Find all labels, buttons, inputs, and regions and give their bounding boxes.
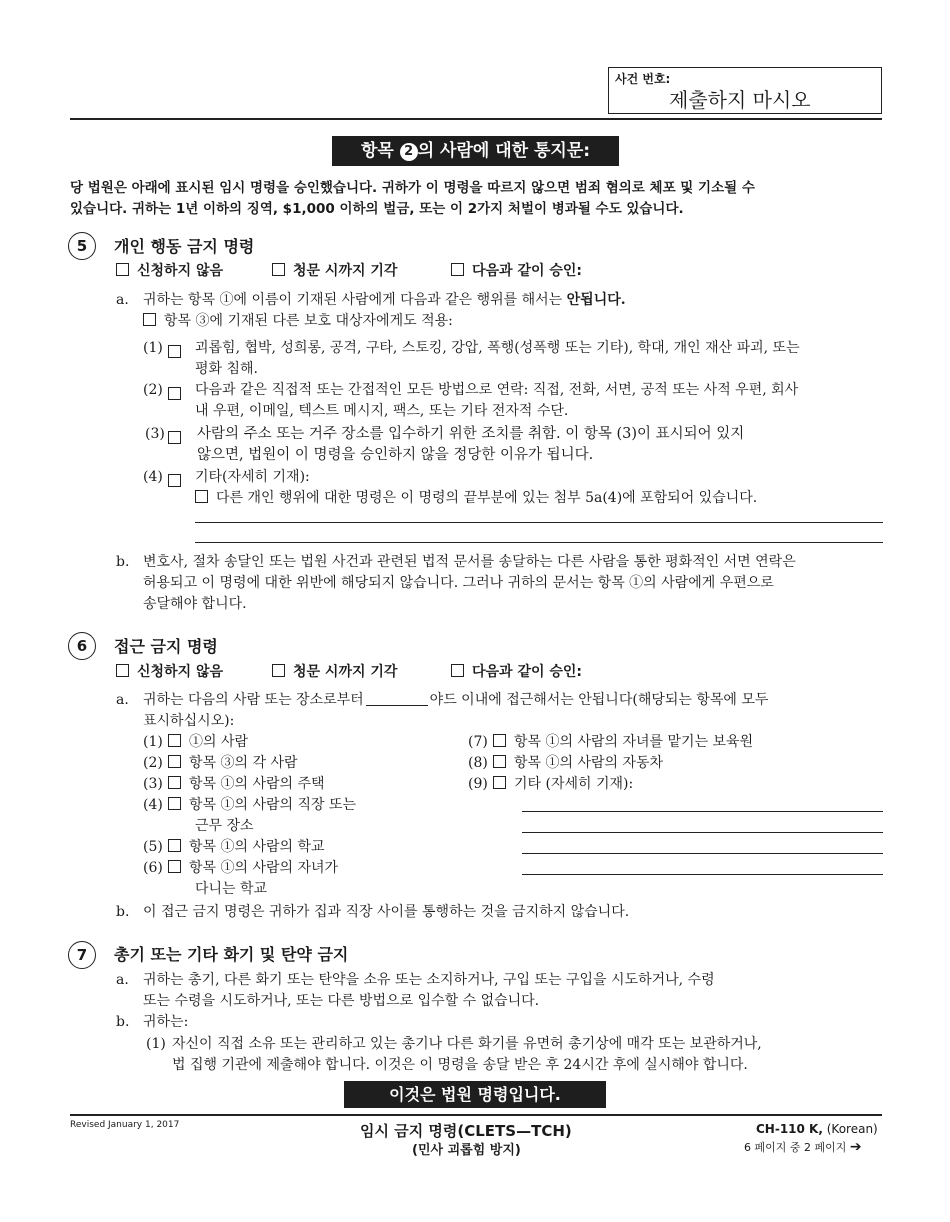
section-6b-letter: b. xyxy=(116,904,130,920)
checkbox[interactable] xyxy=(272,664,285,677)
item-6a5[interactable]: (5) 항목 ①의 사람의 학교 xyxy=(143,839,325,855)
checkbox[interactable] xyxy=(195,490,208,503)
title-item-number: 2 xyxy=(400,143,418,161)
item-5a2-line-1: 다음과 같은 직접적 또는 간접적인 모든 방법으로 연락: 직접, 전화, 서면, 공적 또는 사적 우편, 회사 xyxy=(195,382,799,398)
item-6a4-line-2: 근무 장소 xyxy=(195,818,254,834)
court-order-banner: 이것은 법원 명령입니다. xyxy=(344,1081,606,1108)
page-number: 6 페이지 중 2 페이지 ➔ xyxy=(744,1139,862,1155)
checkbox[interactable] xyxy=(116,664,129,677)
checkbox[interactable] xyxy=(168,839,181,852)
item-6a3[interactable]: (3) 항목 ①의 사람의 주택 xyxy=(143,776,325,792)
checkbox[interactable] xyxy=(143,313,156,326)
checkbox[interactable] xyxy=(493,776,506,789)
item-5a2-number: (2) xyxy=(143,382,163,398)
section-7b-text: 귀하는: xyxy=(143,1014,189,1030)
section-7-number: 7 xyxy=(68,941,96,969)
checkbox[interactable] xyxy=(168,755,181,768)
section-5b-line-3: 송달해야 합니다. xyxy=(143,596,247,612)
item-5a4-blank-line[interactable] xyxy=(195,522,883,523)
section-5a-letter: a. xyxy=(116,292,129,308)
case-number-box xyxy=(608,67,882,114)
section-6-title: 접근 금지 명령 xyxy=(114,637,218,656)
title-banner xyxy=(332,136,619,166)
item-5a1-line-2: 평화 침해. xyxy=(195,361,258,377)
section-6a-line-1: 귀하는 다음의 사람 또는 장소로부터 야드 이내에 접근해서는 안됩니다(해당되는 항목에 모두 xyxy=(143,692,769,708)
checkbox[interactable] xyxy=(168,776,181,789)
item-6a6-line-2: 다니는 학교 xyxy=(195,881,268,897)
yards-blank[interactable] xyxy=(366,691,428,706)
section-7a-line-1: 귀하는 총기, 다른 화기 또는 탄약을 소유 또는 소지하거나, 구입 또는 구입을 시도하거나, 수령 xyxy=(143,972,715,988)
case-number-label: 사건 번호: xyxy=(615,72,671,86)
section-7b-letter: b. xyxy=(116,1014,130,1030)
checkbox[interactable] xyxy=(451,664,464,677)
section-5-divider xyxy=(195,542,883,543)
item-5a3-line-1: 사람의 주소 또는 거주 장소를 입수하기 위한 조치를 취함. 이 항목 (3)이 표시되어 있지 xyxy=(197,426,745,442)
item-6a9-blank-line-3[interactable] xyxy=(522,853,883,854)
item-5a3-line-2: 않으면, 법원이 이 명령을 승인하지 않을 정당한 이유가 됩니다. xyxy=(197,447,594,463)
section-5b-line-1: 변호사, 절차 송달인 또는 법원 사건과 관련된 법적 문서를 송달하는 다른 사람을 통한 평화적인 서면 연락은 xyxy=(143,554,796,570)
section-6a-letter: a. xyxy=(116,692,129,708)
item-6a6[interactable]: (6) 항목 ①의 사람의 자녀가 xyxy=(143,860,339,876)
item-5a1-line-1: 괴롭힘, 협박, 성희롱, 공격, 구타, 스토킹, 강압, 폭행(성폭행 또는 기타), 학대, 개인 재산 파괴, 또는 xyxy=(195,340,800,356)
section-6-option-granted[interactable]: 다음과 같이 승인: xyxy=(451,662,582,683)
item-5a1-number: (1) xyxy=(143,340,163,356)
section-5-option-granted[interactable]: 다음과 같이 승인: xyxy=(451,261,582,282)
item-7b1-number: (1) xyxy=(146,1036,166,1052)
item-5a3-number: (3) xyxy=(145,426,165,442)
footer-title: 임시 금지 명령(CLETS—TCH) xyxy=(360,1122,572,1140)
section-5a-text: 귀하는 항목 ①에 이름이 기재된 사람에게 다음과 같은 행위를 해서는 안됩니다. xyxy=(143,292,626,308)
title-prefix: 항목 xyxy=(360,141,400,161)
footer-rule xyxy=(70,1114,882,1116)
checkbox[interactable] xyxy=(493,755,506,768)
checkbox[interactable] xyxy=(168,342,189,361)
checkbox[interactable] xyxy=(493,734,506,747)
next-page-arrow-icon: ➔ xyxy=(849,1139,862,1155)
section-6-option-not-requested[interactable]: 신청하지 않음 xyxy=(116,662,223,683)
checkbox[interactable] xyxy=(272,263,285,276)
header-rule xyxy=(70,118,882,120)
section-6b-text: 이 접근 금지 명령은 귀하가 집과 직장 사이를 통행하는 것을 금지하지 않습니다. xyxy=(143,904,630,920)
form-id: CH-110 K, (Korean) xyxy=(756,1122,878,1136)
section-7-title: 총기 또는 기타 화기 및 탄약 금지 xyxy=(114,945,349,964)
item-5a4-attachment[interactable]: 다른 개인 행위에 대한 명령은 이 명령의 끝부분에 있는 첨부 5a(4)에 포함되어 있습니다. xyxy=(195,488,757,509)
checkbox[interactable] xyxy=(168,428,189,447)
item-6a1[interactable]: (1) ①의 사람 xyxy=(143,734,249,750)
case-number-value: 제출하지 마시오 xyxy=(669,88,811,112)
item-6a9-blank-line-1[interactable] xyxy=(522,811,883,812)
footer-subtitle: (민사 괴롭힘 방지) xyxy=(412,1143,521,1158)
item-7b1-line-2: 법 집행 기관에 제출해야 합니다. 이것은 이 명령을 송달 받은 후 24시간 후에 실시해야 합니다. xyxy=(172,1057,748,1073)
item-6a7[interactable]: (7) 항목 ①의 사람의 자녀를 맡기는 보육원 xyxy=(468,734,754,750)
section-5-option-denied[interactable]: 청문 시까지 기각 xyxy=(272,261,397,282)
section-6-option-denied[interactable]: 청문 시까지 기각 xyxy=(272,662,397,683)
checkbox[interactable] xyxy=(451,263,464,276)
checkbox[interactable] xyxy=(116,263,129,276)
checkbox[interactable] xyxy=(168,384,189,403)
intro-line-1: 당 법원은 아래에 표시된 임시 명령을 승인했습니다. 귀하가 이 명령을 따르지 않으면 범죄 혐의로 체포 및 기소될 수 xyxy=(70,180,755,196)
checkbox[interactable] xyxy=(168,734,181,747)
section-5-option-not-requested[interactable]: 신청하지 않음 xyxy=(116,261,223,282)
section-6-number: 6 xyxy=(68,632,96,660)
item-5a4-line-1: 기타(자세히 기재): xyxy=(195,469,310,485)
intro-line-2: 있습니다. 귀하는 1년 이하의 징역, $1,000 이하의 벌금, 또는 이 2가지 처벌이 병과될 수도 있습니다. xyxy=(70,201,684,217)
section-5b-line-2: 허용되고 이 명령에 대한 위반에 해당되지 않습니다. 그러나 귀하의 문서는 항목 ①의 사람에게 우편으로 xyxy=(143,575,774,591)
item-6a9-blank-line-2[interactable] xyxy=(522,832,883,833)
section-5-title: 개인 행동 금지 명령 xyxy=(114,237,255,256)
checkbox[interactable] xyxy=(168,471,189,490)
item-6a4[interactable]: (4) 항목 ①의 사람의 직장 또는 xyxy=(143,797,357,813)
section-5-number: 5 xyxy=(68,232,96,260)
section-7a-letter: a. xyxy=(116,972,129,988)
item-7b1-line-1: 자신이 직접 소유 또는 관리하고 있는 총기나 다른 화기를 유면허 총기상에 매각 또는 보관하거나, xyxy=(172,1036,762,1052)
section-5a-sub[interactable]: 항목 ③에 기재된 다른 보호 대상자에게도 적용: xyxy=(143,311,453,332)
item-6a8[interactable]: (8) 항목 ①의 사람의 자동차 xyxy=(468,755,664,771)
checkbox[interactable] xyxy=(168,860,181,873)
title-suffix: 의 사람에 대한 통지문: xyxy=(417,141,591,161)
section-7a-line-2: 또는 수령을 시도하거나, 또는 다른 방법으로 입수할 수 없습니다. xyxy=(143,993,540,1009)
section-6a-line-2: 표시하십시오): xyxy=(143,713,235,729)
item-6a2[interactable]: (2) 항목 ③의 각 사람 xyxy=(143,755,298,771)
item-5a2-line-2: 내 우편, 이메일, 텍스트 메시지, 팩스, 또는 기타 전자적 수단. xyxy=(195,403,569,419)
revised-date: Revised January 1, 2017 xyxy=(70,1120,180,1130)
item-6a9[interactable]: (9) 기타 (자세히 기재): xyxy=(468,776,634,792)
checkbox[interactable] xyxy=(168,797,181,810)
item-5a4-number: (4) xyxy=(143,469,163,485)
item-6a9-blank-line-4[interactable] xyxy=(522,874,883,875)
section-5b-letter: b. xyxy=(116,554,130,570)
